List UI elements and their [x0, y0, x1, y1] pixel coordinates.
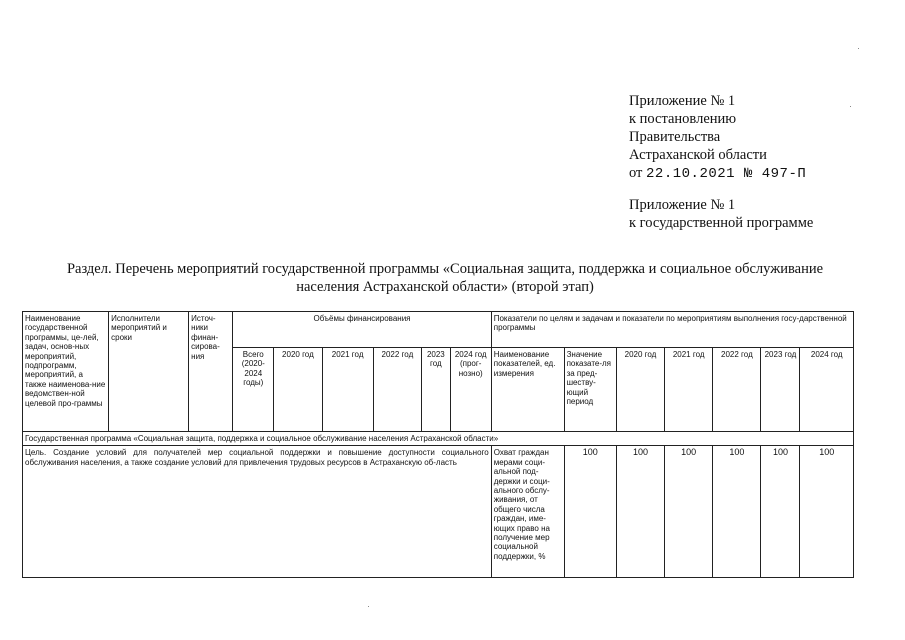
scan-speck	[850, 106, 851, 107]
section-title-line: Раздел. Перечень мероприятий государственной программы «Социальная защита, поддержка и социальное обслуживание	[66, 261, 824, 277]
goal-cell: Цель. Создание условий для получателей мер социальной поддержки и повышение доступности социального обслуживания населения, а также создание условий для привлечения трудовых ресурсов в Астраханскую об-ласть	[23, 446, 492, 578]
section-title	[30, 260, 860, 296]
decree-appendix-line: Приложение № 1	[629, 93, 736, 109]
decree-date-line	[629, 164, 806, 183]
indicator-value-cell: 100	[713, 446, 761, 578]
decree-appendix-line: Астраханской области	[629, 147, 767, 163]
header-year: 2023 год	[421, 348, 450, 432]
header-base-value: Значение показате-ля за пред-шеству-ющий период	[564, 348, 616, 432]
scan-speck	[368, 606, 369, 607]
scan-speck	[858, 48, 859, 49]
date-prefix: от	[629, 165, 643, 181]
header-year: 2022 год	[373, 348, 421, 432]
base-value-cell: 100	[564, 446, 616, 578]
decree-appendix-line: Правительства	[629, 129, 721, 145]
header-indicator-year: 2022 год	[713, 348, 761, 432]
header-funding-group: Объёмы финансирования	[233, 312, 491, 348]
program-appendix-line: к государственной программе	[629, 215, 814, 231]
header-year: 2021 год	[322, 348, 373, 432]
section-title-line: населения Астраханской области» (второй этап)	[296, 279, 594, 295]
header-indicator-year: 2023 год	[761, 348, 800, 432]
header-executors: Исполнители мероприятий и сроки	[109, 312, 189, 432]
indicator-value-cell: 100	[800, 446, 854, 578]
indicator-value-cell: 100	[761, 446, 800, 578]
header-total: Всего (2020-2024 годы)	[233, 348, 274, 432]
decree-appendix-line: к постановлению	[629, 111, 737, 127]
program-row: Государственная программа «Социальная защита, поддержка и социальное обслуживание населения Астраханской области»	[23, 432, 854, 446]
indicator-value-cell: 100	[616, 446, 664, 578]
header-indicator-year: 2021 год	[665, 348, 713, 432]
program-appendix-line: Приложение № 1	[629, 197, 736, 213]
header-sources: Источ-ники финан-сирова-ния	[189, 312, 233, 432]
program-appendix-block	[629, 196, 813, 232]
header-indicator-name: Наименование показателей, ед. измерения	[491, 348, 564, 432]
indicator-name-cell: Охват граждан мерами соци-альной под-держки и соци-ального обслу-живания, от общего числа граждан, име-ющих право на получение мер социальной поддержки, %	[491, 446, 564, 578]
header-year-forecast: 2024 год (прог-нозно)	[450, 348, 491, 432]
decree-appendix-block	[629, 92, 806, 183]
header-indicators-group: Показатели по целям и задачам и показатели по мероприятиям выполнения госу-дарственной программы	[491, 312, 853, 348]
header-name: Наименование государственной программы, це-лей, задач, основ-ных мероприятий, подпрограмм, мероприятий, а также наименова-ние ведомствен-ной целевой про-граммы	[23, 312, 109, 432]
header-year: 2020 год	[274, 348, 322, 432]
decree-date-stamp: 22.10.2021 № 497-П	[646, 166, 807, 182]
header-indicator-year: 2020 год	[616, 348, 664, 432]
indicator-value-cell: 100	[665, 446, 713, 578]
header-indicator-year: 2024 год	[800, 348, 854, 432]
measures-table	[22, 311, 854, 578]
